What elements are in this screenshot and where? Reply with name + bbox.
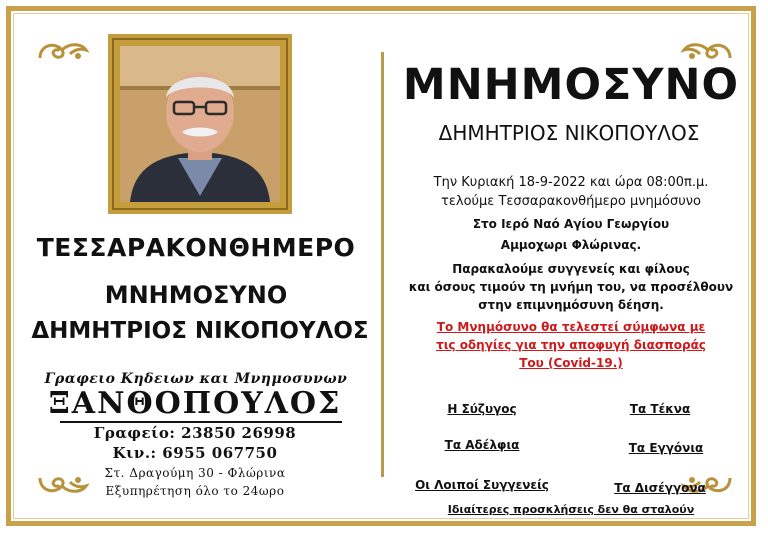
family-children: Τα Τέκνα (629, 402, 691, 416)
announcement-line: Αμμοχωρι Φλώρινας. (500, 238, 642, 252)
left-title-memorial: ΜΝΗΜΟΣΥΝΟ (104, 281, 288, 309)
left-deceased-name: ΔΗΜΗΤΡΙΟΣ ΝΙΚΟΠΟΥΛΟΣ (31, 318, 369, 344)
left-title-forty-day: ΤΕΣΣΑΡΑΚΟΝΘΗΜΕΡΟ (36, 233, 356, 262)
covid-notice-line: Του (Covid-19.) (519, 356, 623, 370)
family-spouse: Η Σύζυγος (447, 402, 517, 416)
announcement-line: τελούμε Τεσσαρακονθήμερο μνημόσυνο (441, 194, 701, 209)
portrait-photo (108, 34, 292, 214)
announcement-line: Παρακαλούμε συγγενείς και φίλους (452, 262, 690, 276)
flourish-top-left-icon (36, 38, 90, 64)
announcement-line: και όσους τιμούν τη μνήμη του, να προσέλθουν (408, 280, 734, 294)
announcement-line: Στο Ιερό Ναό Αγίου Γεωργίου (472, 217, 670, 231)
announcement-line: στην επιμνημόσυνη δέηση. (478, 298, 664, 312)
right-deceased-name: ΔΗΜΗΤΡΙΟΣ ΝΙΚΟΠΟΥΛΟΣ (438, 121, 700, 145)
brand-underline (60, 421, 342, 423)
covid-notice-line: Το Μνημόσυνο θα τελεστεί σύμφωνα με (436, 320, 706, 334)
mobile-phone: Κιν.: 6955 067750 (112, 444, 278, 462)
office-address: Στ. Δραγούμη 30 - Φλώρινα (104, 466, 286, 480)
announcement-line: Την Κυριακή 18-9-2022 και ώρα 08:00π.μ. (433, 175, 709, 190)
family-relatives: Οι Λοιποί Συγγενείς (415, 478, 549, 492)
office-phone: Γραφείο: 23850 26998 (93, 424, 297, 442)
right-title-memorial: ΜΝΗΜΟΣΥΝΟ (402, 60, 740, 110)
covid-notice-line: τις οδηγίες για την αποφυγή διασποράς (436, 338, 706, 352)
no-invitations-note: Ιδιαίτερες προσκλήσεις δεν θα σταλούν (447, 503, 695, 516)
funeral-office-brand: ΞΑΝΘΟΠΟΥΛΟΣ (48, 386, 342, 421)
funeral-office-label: Γραφειο Κηδειων και Μνημοσυνων (44, 371, 348, 387)
column-divider (381, 52, 384, 477)
family-grandchildren: Τα Εγγόνια (628, 441, 704, 455)
family-great-grandchildren: Τα Δισέγγονα (614, 481, 706, 495)
portrait-illustration-icon (120, 46, 280, 202)
service-hours: Εξυπηρέτηση όλο το 24ωρο (105, 484, 285, 498)
family-siblings: Τα Αδέλφια (444, 438, 520, 452)
